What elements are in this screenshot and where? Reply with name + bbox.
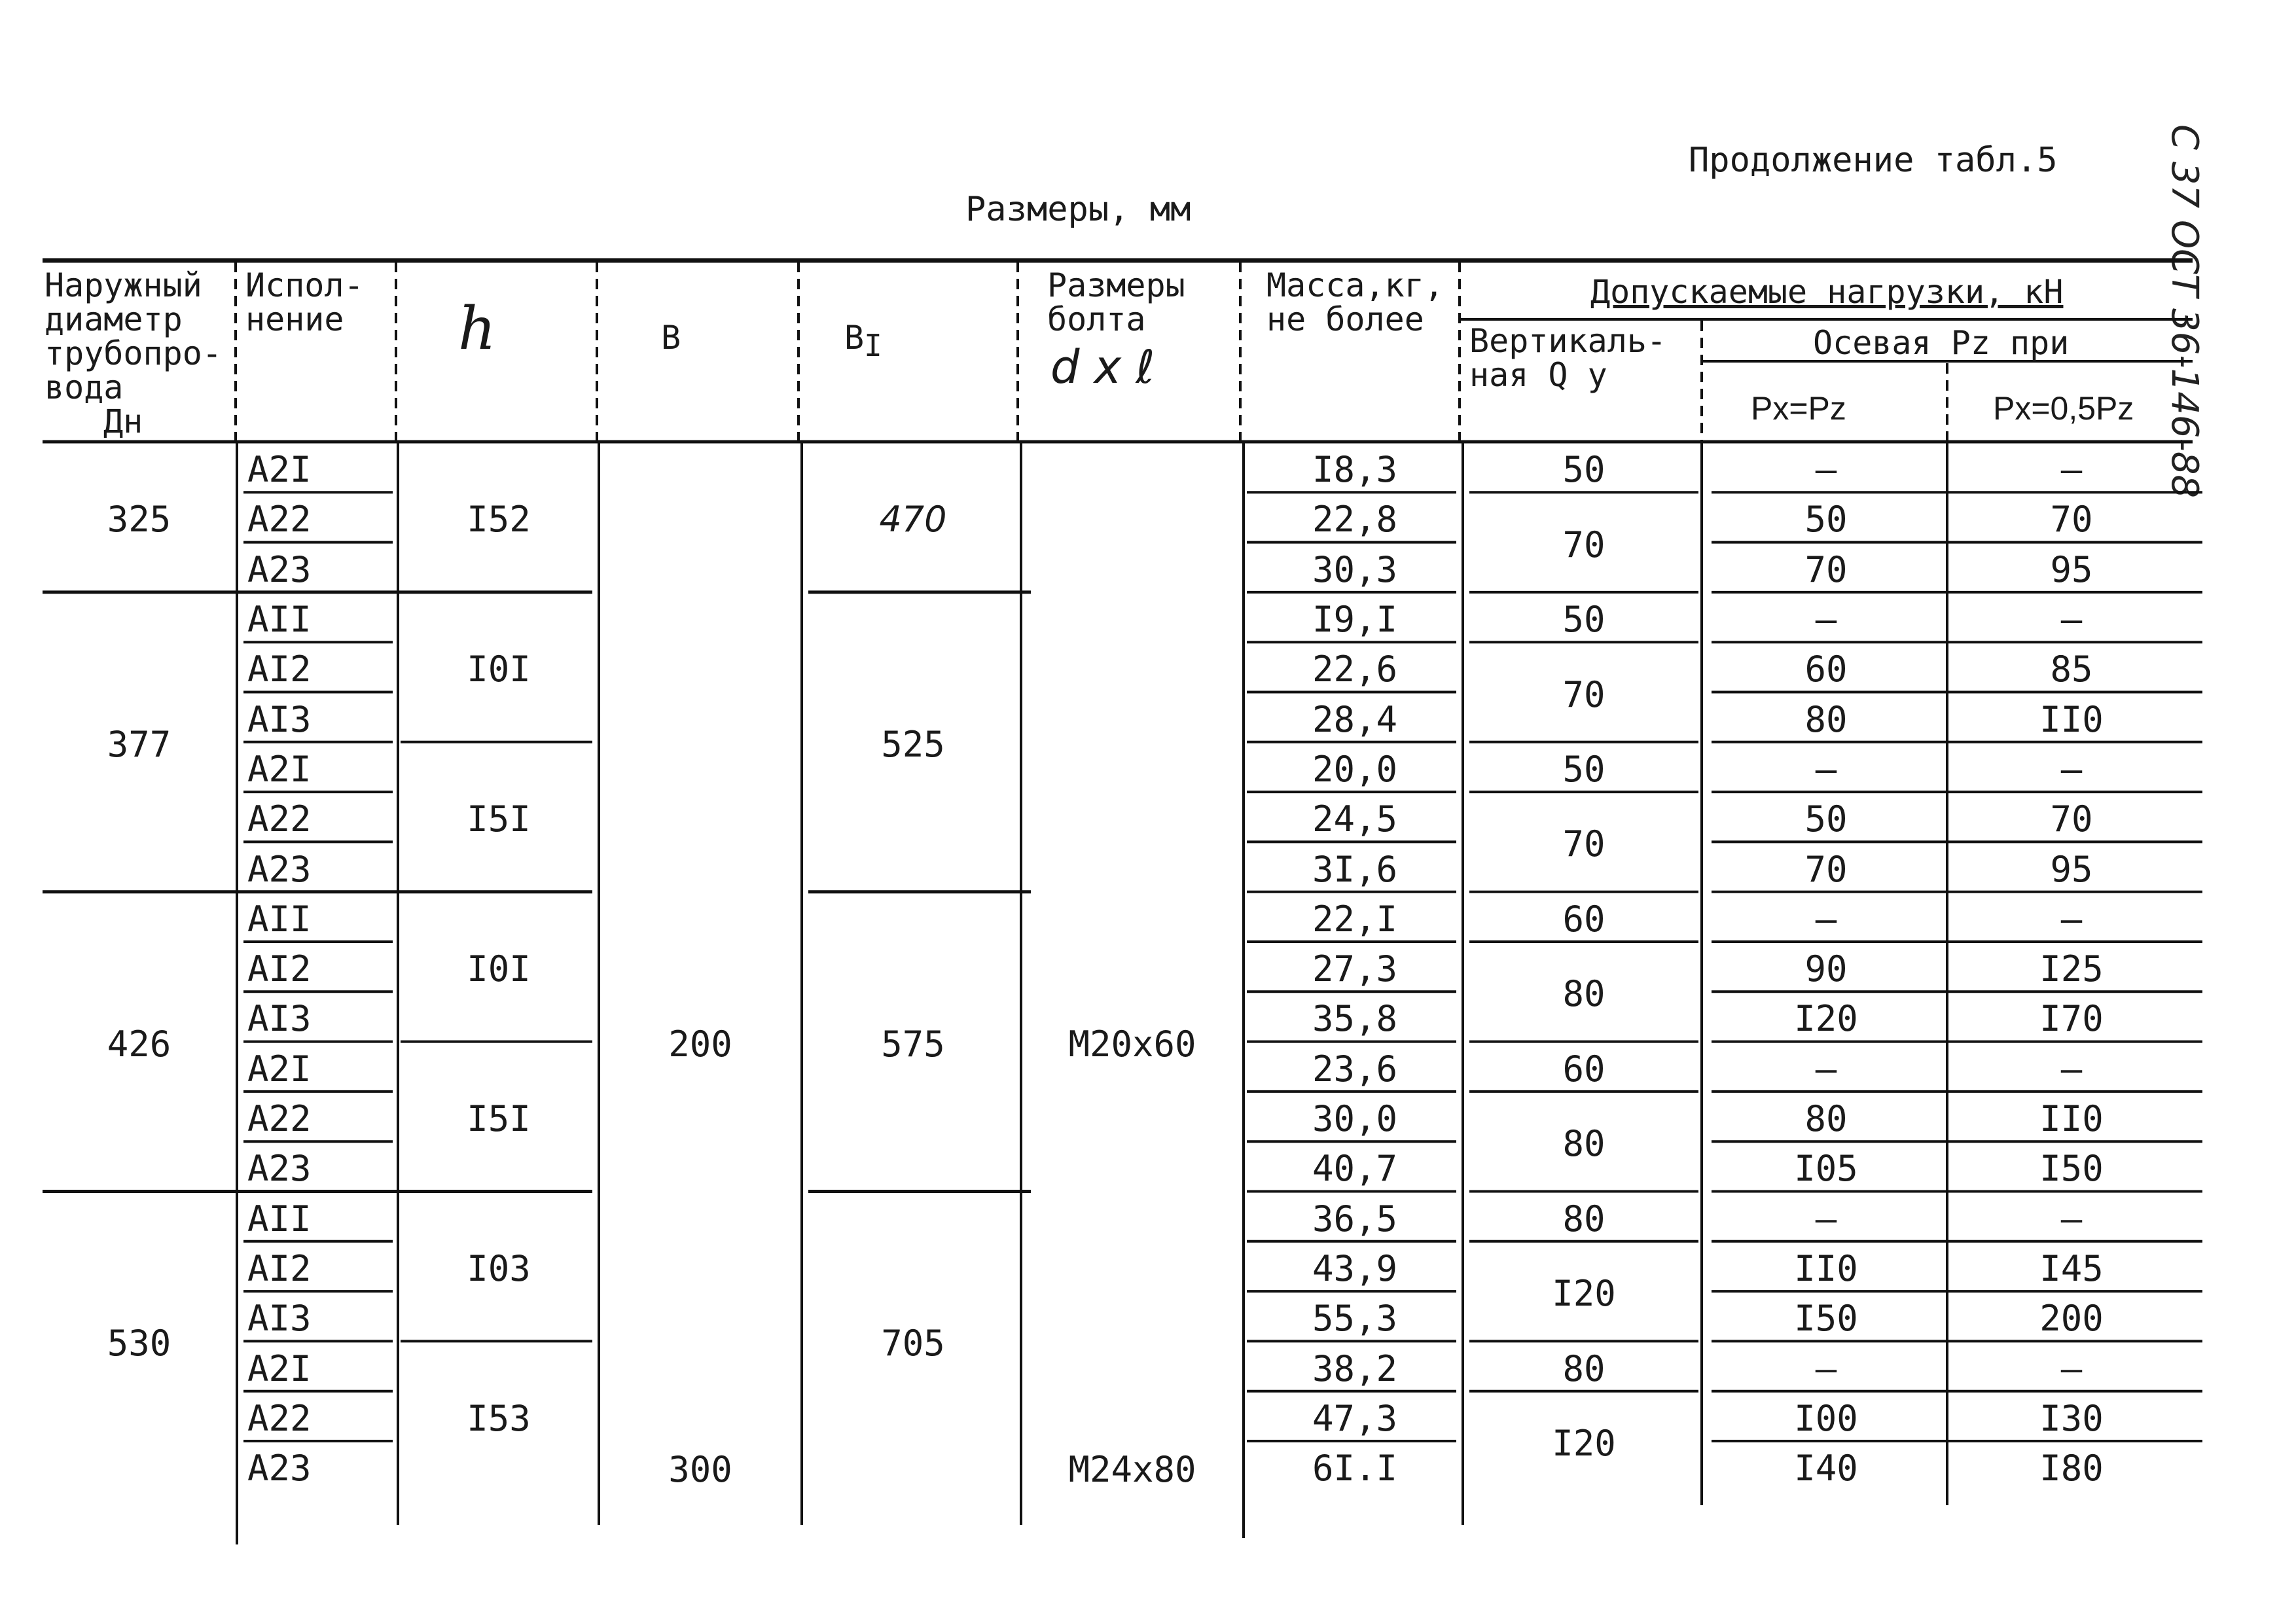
mass-cell: I8,3 <box>1312 449 1398 491</box>
px-half-cell: I30 <box>2039 1397 2104 1439</box>
px-eq-cell: I05 <box>1794 1148 1858 1190</box>
px-half-cell: II0 <box>2039 698 2104 740</box>
variant-cell: A2I <box>247 1347 312 1389</box>
header-b: B <box>661 319 681 357</box>
px-half-cell: – <box>2060 1198 2083 1240</box>
px-half-cell: 85 <box>2050 649 2093 690</box>
mass-cell: 38,2 <box>1312 1347 1398 1389</box>
px-half-cell: I80 <box>2039 1448 2104 1489</box>
variant-cell: A22 <box>247 798 312 840</box>
px-half-cell: – <box>2060 599 2083 641</box>
header-variant: Испол- нение <box>245 266 364 338</box>
variant-cell: A23 <box>247 1448 312 1489</box>
mass-cell: 30,0 <box>1312 1098 1398 1140</box>
variant-cell: A22 <box>247 1098 312 1140</box>
h-cell: I52 <box>467 499 531 541</box>
variant-cell: AI3 <box>247 1298 312 1340</box>
px-eq-cell: 80 <box>1804 1098 1848 1140</box>
variant-cell: AII <box>247 898 312 940</box>
px-eq-cell: – <box>1815 1198 1837 1240</box>
q-cell: I20 <box>1552 1423 1616 1464</box>
bolt-cell: M24x80 <box>1068 1449 1196 1490</box>
variant-cell: AII <box>247 599 312 641</box>
px-eq-cell: 70 <box>1804 848 1848 890</box>
px-eq-cell: I20 <box>1794 998 1858 1040</box>
px-eq-cell: I50 <box>1794 1298 1858 1340</box>
px-half-cell: 70 <box>2050 798 2093 840</box>
px-half-cell: II0 <box>2039 1098 2104 1140</box>
px-half-cell: I70 <box>2039 998 2104 1040</box>
dn-cell: 530 <box>107 1323 171 1364</box>
header-bolt-formula: d x ℓ <box>1050 340 1155 394</box>
mass-cell: 55,3 <box>1312 1298 1398 1340</box>
mass-cell: 35,8 <box>1312 998 1398 1040</box>
px-half-cell: I25 <box>2039 948 2104 990</box>
px-half-cell: I50 <box>2039 1148 2104 1190</box>
header-px-eq: Px=Pz <box>1751 390 1846 427</box>
b1-cell: 470 <box>879 499 947 541</box>
dn-cell: 426 <box>107 1023 171 1065</box>
variant-cell: A2I <box>247 748 312 790</box>
mass-cell: 22,8 <box>1312 499 1398 541</box>
q-cell: 50 <box>1562 599 1605 641</box>
h-cell: I03 <box>467 1247 531 1289</box>
variant-cell: A2I <box>247 1048 312 1090</box>
q-cell: I20 <box>1552 1273 1616 1315</box>
px-eq-cell: 50 <box>1804 798 1848 840</box>
q-cell: 70 <box>1562 673 1605 715</box>
px-eq-cell: I00 <box>1794 1397 1858 1439</box>
variant-cell: A23 <box>247 848 312 890</box>
variant-cell: A22 <box>247 1397 312 1439</box>
q-cell: 70 <box>1562 823 1605 865</box>
px-half-cell: 70 <box>2050 499 2093 541</box>
q-cell: 80 <box>1562 973 1605 1015</box>
variant-cell: AII <box>247 1198 312 1240</box>
b-cell: 300 <box>668 1449 732 1490</box>
variant-cell: AI2 <box>247 948 312 990</box>
mass-cell: 20,0 <box>1312 748 1398 790</box>
mass-cell: 24,5 <box>1312 798 1398 840</box>
mass-cell: 47,3 <box>1312 1397 1398 1439</box>
variant-cell: A2I <box>247 449 312 491</box>
px-half-cell: 95 <box>2050 848 2093 890</box>
bolt-cell: M20x60 <box>1068 1023 1196 1065</box>
px-eq-cell: 80 <box>1804 698 1848 740</box>
px-eq-cell: – <box>1815 599 1837 641</box>
mass-cell: 43,9 <box>1312 1247 1398 1289</box>
header-mass: Масса,кг, не более <box>1266 266 1444 338</box>
mass-cell: I9,I <box>1312 599 1398 641</box>
variant-cell: A23 <box>247 548 312 590</box>
px-eq-cell: 70 <box>1804 548 1848 590</box>
h-cell: I0I <box>467 649 531 690</box>
q-cell: 60 <box>1562 898 1605 940</box>
mass-cell: 28,4 <box>1312 698 1398 740</box>
q-cell: 80 <box>1562 1123 1605 1165</box>
px-eq-cell: 50 <box>1804 499 1848 541</box>
variant-cell: AI2 <box>247 1247 312 1289</box>
q-cell: 50 <box>1562 449 1605 491</box>
px-eq-cell: 60 <box>1804 649 1848 690</box>
side-note: С 37 ОСТ 36-146-88 <box>2163 124 2206 498</box>
h-cell: I53 <box>467 1397 531 1439</box>
units-caption: Размеры, мм <box>965 190 1191 229</box>
h-cell: I5I <box>467 1098 531 1140</box>
px-half-cell: – <box>2060 449 2083 491</box>
q-cell: 80 <box>1562 1198 1605 1240</box>
b1-cell: 525 <box>881 723 945 765</box>
variant-cell: AI3 <box>247 998 312 1040</box>
header-bolt: Размеры болта <box>1047 266 1185 338</box>
px-eq-cell: – <box>1815 748 1837 790</box>
px-half-cell: – <box>2060 898 2083 940</box>
mass-cell: 23,6 <box>1312 1048 1398 1090</box>
header-loads: Допускаемые нагрузки, кН <box>1590 273 2064 311</box>
px-eq-cell: I40 <box>1794 1448 1858 1489</box>
continuation-label: Продолжение табл.5 <box>1689 141 2058 180</box>
b1-cell: 705 <box>881 1323 945 1364</box>
h-cell: I5I <box>467 798 531 840</box>
dn-cell: 325 <box>107 499 171 541</box>
h-cell: I0I <box>467 948 531 990</box>
mass-cell: 30,3 <box>1312 548 1398 590</box>
mass-cell: 22,6 <box>1312 649 1398 690</box>
q-cell: 50 <box>1562 748 1605 790</box>
header-vertical: Вертикаль- ная Q у <box>1469 322 1667 394</box>
mass-cell: 40,7 <box>1312 1148 1398 1190</box>
b1-cell: 575 <box>881 1023 945 1065</box>
px-eq-cell: – <box>1815 1347 1837 1389</box>
variant-cell: A22 <box>247 499 312 541</box>
px-eq-cell: – <box>1815 449 1837 491</box>
header-px-half: Px=0,5Pz <box>1993 390 2134 427</box>
px-half-cell: 95 <box>2050 548 2093 590</box>
mass-cell: 22,I <box>1312 898 1398 940</box>
px-eq-cell: – <box>1815 1048 1837 1090</box>
b-cell: 200 <box>668 1023 732 1065</box>
px-half-cell: – <box>2060 1347 2083 1389</box>
header-dn: Наружный диаметр трубопро- вода Дн <box>45 266 222 440</box>
mass-cell: 36,5 <box>1312 1198 1398 1240</box>
q-cell: 60 <box>1562 1048 1605 1090</box>
dn-cell: 377 <box>107 723 171 765</box>
header-b1: $B_I$ <box>844 319 882 363</box>
q-cell: 70 <box>1562 524 1605 565</box>
px-half-cell: 200 <box>2039 1298 2104 1340</box>
variant-cell: AI3 <box>247 698 312 740</box>
mass-cell: 27,3 <box>1312 948 1398 990</box>
mass-cell: 3I,6 <box>1312 848 1398 890</box>
px-half-cell: – <box>2060 748 2083 790</box>
header-axial: Осевая Pz при <box>1813 324 2070 362</box>
mass-cell: 6I.I <box>1312 1448 1398 1489</box>
px-eq-cell: 90 <box>1804 948 1848 990</box>
variant-cell: AI2 <box>247 649 312 690</box>
px-half-cell: – <box>2060 1048 2083 1090</box>
q-cell: 80 <box>1562 1347 1605 1389</box>
px-half-cell: I45 <box>2039 1247 2104 1289</box>
header-h: h <box>458 294 496 363</box>
px-eq-cell: II0 <box>1794 1247 1858 1289</box>
variant-cell: A23 <box>247 1148 312 1190</box>
px-eq-cell: – <box>1815 898 1837 940</box>
